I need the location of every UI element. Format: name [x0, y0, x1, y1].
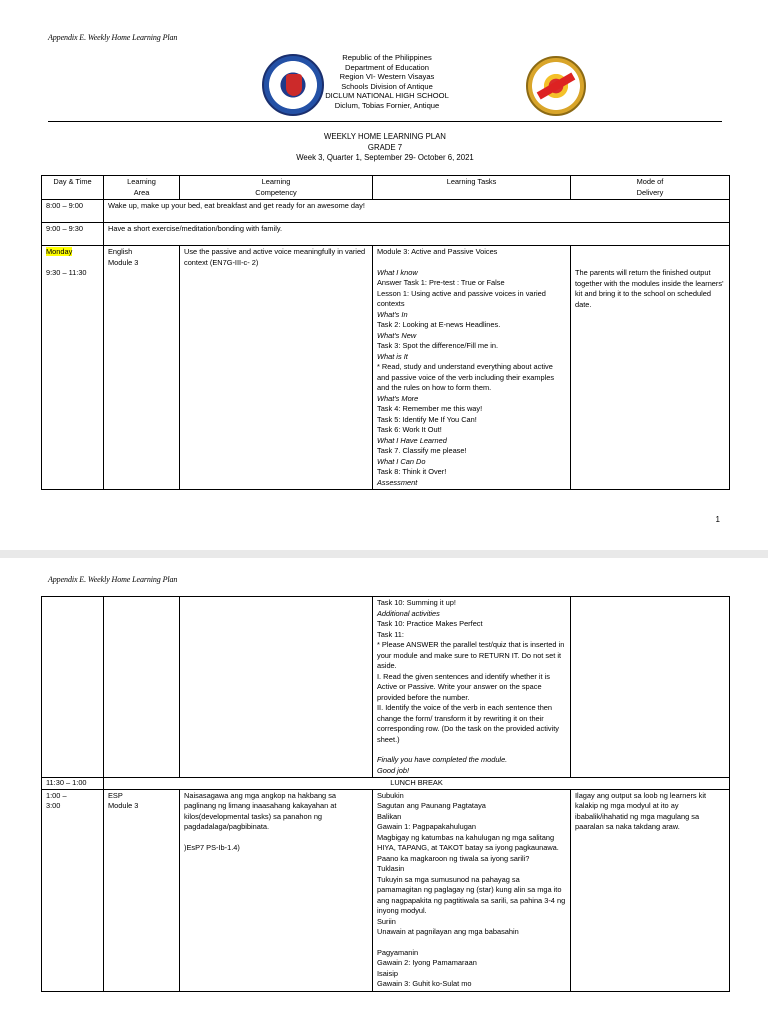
- task-line: What I know: [377, 267, 418, 277]
- day-label: Monday: [46, 247, 73, 256]
- day-time-cell: [42, 597, 104, 778]
- page-number: 1: [715, 515, 720, 524]
- task-line: [377, 938, 566, 948]
- task-line: Lesson 1: Using active and passive voices in varied contexts: [377, 288, 546, 308]
- plan-title: [48, 132, 722, 164]
- appendix-label: Appendix E. Weekly Home Learning Plan: [48, 33, 178, 42]
- competency-cell: [180, 597, 373, 778]
- task-line: II. Identify the voice of the verb in each sentence then change the form/ transform it by rewriting it on their corresponding row. (Do the task on the provided activity sheet.): [377, 703, 559, 744]
- task-line: Task 3: Spot the difference/Fill me in.: [377, 341, 499, 350]
- task-line: Magbigay ng katumbas na kahulugan ng mga salitang HIYA, TAPANG, at TAKOT batay sa iyong pagkaunawa. Paano ka magkaroon ng tiwala sa iyong sarili?: [377, 832, 559, 863]
- column-header-text: Delivery: [636, 187, 664, 197]
- task-line: Task 10: Practice Makes Perfect: [377, 619, 483, 628]
- learning-tasks-cell: [373, 246, 571, 490]
- mode-of-delivery-cell: [571, 246, 730, 490]
- task-line: I. Read the given sentences and identify whether it is Active or Passive. Write your answer on the space provided before the number.: [377, 671, 550, 702]
- task-line: Task 4: Remember me this way!: [377, 404, 483, 413]
- learning-tasks-cell: [373, 789, 571, 991]
- learning-area-text: Module 3: [108, 257, 139, 267]
- competency-code: )EsP7 PS-Ib-1.4): [184, 842, 240, 852]
- time-label: 3:00: [46, 801, 61, 810]
- task-line: Unawain at pagnilayan ang mga babasahin: [377, 927, 519, 936]
- time-cell: 9:00 – 9:30: [42, 223, 104, 246]
- table-row: [42, 200, 730, 223]
- task-line: Finally you have completed the module.: [377, 755, 508, 764]
- task-line: Additional activities: [377, 608, 440, 618]
- task-line: Tukuyin sa mga sumusunod na pahayag sa pamamagitan ng paglagay ng (star) kung alin sa mga ito ang nagpapakita ng pagtitiwala sa sarili, sa pahina 3-4 ng inyong modyul.: [377, 874, 566, 915]
- task-line: [377, 745, 566, 755]
- task-line: Pagyamanin: [377, 947, 419, 957]
- column-header: [42, 176, 104, 200]
- column-header-text: Mode of: [636, 177, 664, 186]
- table-header-row: [42, 176, 730, 200]
- deped-seal-logo: [262, 54, 324, 116]
- task-list: [377, 598, 566, 776]
- letterhead-line: Diclum, Tobias Fornier, Antique: [334, 100, 440, 110]
- title-line: WEEKLY HOME LEARNING PLAN: [324, 132, 446, 141]
- column-header: [373, 176, 571, 200]
- time-cell: 8:00 – 9:00: [42, 200, 104, 223]
- time-cell: [42, 789, 104, 991]
- task-line: Answer Task 1: Pre-test : True or False: [377, 278, 505, 287]
- mode-of-delivery-text: The parents will return the finished output together with the modules inside the learners' kit and bring it to the school on scheduled date.: [575, 268, 724, 309]
- letterhead: [322, 53, 452, 111]
- column-header: [180, 176, 373, 200]
- spacer: [575, 247, 725, 268]
- task-line: Task 10: Summing it up!: [377, 598, 456, 607]
- activity-cell: Wake up, make up your bed, eat breakfast and get ready for an awesome day!: [104, 200, 730, 223]
- task-line: Gawain 3: Guhit ko-Sulat mo: [377, 979, 472, 988]
- spacer: [46, 258, 99, 268]
- column-header: [571, 176, 730, 200]
- task-line: What I Have Learned: [377, 435, 447, 445]
- learning-area-text: English: [108, 247, 133, 256]
- task-line: Tuklasin: [377, 864, 405, 873]
- task-line: Task 5: Identify Me If You Can!: [377, 414, 477, 424]
- letterhead-line: Department of Education: [344, 62, 429, 72]
- learning-area-cell: [104, 246, 180, 490]
- letterhead-line: Schools Division of Antique: [341, 81, 433, 91]
- table-row: [42, 597, 730, 778]
- column-header-text: Day & Time: [53, 177, 92, 186]
- learning-plan-table: [41, 175, 730, 490]
- task-line: Task 6: Work It Out!: [377, 425, 442, 434]
- task-line: Gawain 1: Pagpapakahulugan: [377, 822, 477, 831]
- column-header: [104, 176, 180, 200]
- task-line: Task 7. Classify me please!: [377, 446, 467, 455]
- letterhead-line: DICLUM NATIONAL HIGH SCHOOL: [325, 91, 449, 101]
- task-line: Good job!: [377, 765, 410, 775]
- task-line: Isaisip: [377, 968, 398, 978]
- task-line: Suriin: [377, 916, 396, 926]
- column-header-text: Learning: [127, 177, 156, 186]
- learning-tasks-cell: [373, 597, 571, 778]
- competency-cell: Use the passive and active voice meaningfully in varied context (EN7G-III-c- 2): [180, 246, 373, 490]
- learning-plan-table-continued: [41, 596, 730, 992]
- activity-cell: Have a short exercise/meditation/bonding with family.: [104, 223, 730, 246]
- task-line: Task 2: Looking at E-news Headlines.: [377, 320, 501, 329]
- task-line: Task 8: Think it Over!: [377, 467, 447, 476]
- time-cell: 11:30 – 1:00: [42, 778, 104, 790]
- day-time-cell: [42, 246, 104, 490]
- appendix-label: Appendix E. Weekly Home Learning Plan: [48, 575, 178, 584]
- time-label: 1:00 –: [46, 790, 67, 800]
- column-header-text: Competency: [255, 187, 297, 197]
- task-line: Module 3: Active and Passive Voices: [377, 247, 498, 256]
- learning-area-text: Module 3: [108, 801, 139, 810]
- task-list: [377, 247, 566, 488]
- task-line: [377, 258, 566, 268]
- table-row: [42, 778, 730, 790]
- task-line: What's In: [377, 309, 408, 319]
- task-line: Sagutan ang Paunang Pagtataya: [377, 801, 486, 810]
- lunch-break-cell: LUNCH BREAK: [104, 778, 730, 790]
- task-line: What's New: [377, 330, 417, 340]
- letterhead-line: Republic of the Philippines: [342, 53, 432, 62]
- competency-text: Naisasagawa ang mga angkop na hakbang sa paglinang ng limang inaasahang kakayahan at kilos(developmental tasks) sa panahon ng pagdadalaga/pagbibinata.: [184, 790, 337, 831]
- column-header-text: Learning Tasks: [446, 177, 497, 186]
- task-line: Gawain 2: Iyong Pamamaraan: [377, 958, 477, 967]
- title-line: GRADE 7: [367, 142, 403, 152]
- task-list: [377, 791, 566, 990]
- table-row: [42, 223, 730, 246]
- task-line: What I Can Do: [377, 456, 426, 466]
- learning-area-cell: [104, 789, 180, 991]
- task-line: * Please ANSWER the parallel test/quiz that is inserted in your module and make sure to RETURN IT. Do not set it aside.: [377, 640, 565, 670]
- task-line: * Read, study and understand everything about active and passive voice of the verb including their examples and the rules on how to form them.: [377, 362, 555, 392]
- learning-area-cell: [104, 597, 180, 778]
- document-page-2: [0, 558, 768, 1024]
- time-label: 9:30 – 11:30: [46, 267, 87, 277]
- letterhead-line: Region VI- Western Visayas: [339, 72, 435, 82]
- competency-cell: [180, 789, 373, 991]
- header-divider: [48, 121, 722, 122]
- task-line: What is It: [377, 351, 408, 361]
- task-line: Subukin: [377, 790, 404, 800]
- learning-area-text: ESP: [108, 790, 123, 800]
- table-row: [42, 246, 730, 490]
- title-line: Week 3, Quarter 1, September 29- October 6, 2021: [296, 153, 474, 162]
- spacer: [184, 833, 368, 843]
- school-seal-logo: [526, 56, 586, 116]
- table-row: [42, 789, 730, 991]
- mode-of-delivery-cell: Ilagay ang output sa loob ng learners kit kalakip ng mga modyul at ito ay ibabalik/ihahatid ng mga magulang sa paaralan sa naka takdang araw.: [571, 789, 730, 991]
- task-line: Assessment: [377, 477, 418, 487]
- task-line: What's More: [377, 393, 419, 403]
- column-header-text: Area: [133, 187, 150, 197]
- column-header-text: Learning: [261, 177, 291, 186]
- mode-of-delivery-cell: [571, 597, 730, 778]
- task-line: Task 11:: [377, 629, 404, 639]
- task-line: Balikan: [377, 811, 402, 821]
